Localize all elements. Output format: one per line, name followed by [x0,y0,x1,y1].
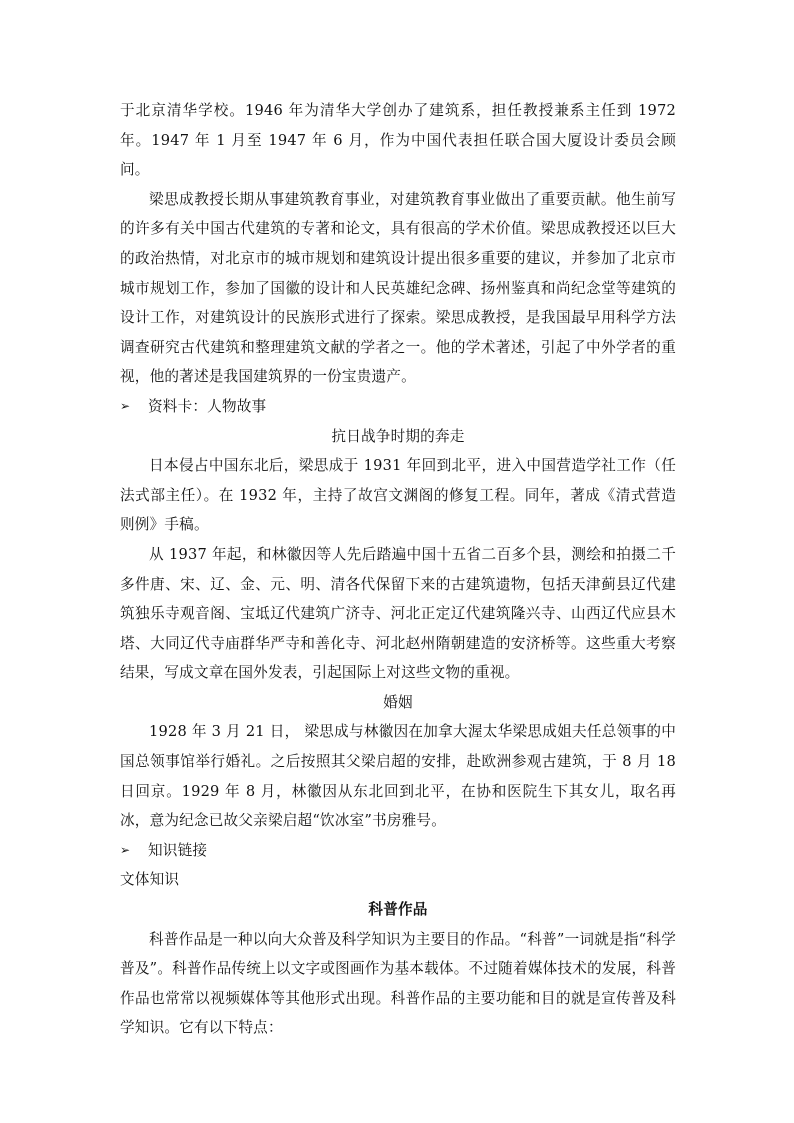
heading-popular-science: 科普作品 [368,901,428,919]
section-knowledge-label: 知识链接 [148,841,208,859]
paragraph-marriage: 1928 年 3 月 21 日， 梁思成与林徽因在加拿大渥太华梁思成姐夫任总领事的中国总领事馆举行婚礼。之后按照其父梁启超的安排，赴欧洲参观古建筑，于 8 月 18 日回京。1929 年 8 月，林徽因从东北回到北平，在协和医院生下其女儿，取名再冰，意为纪念已故父亲梁启超“饮冰室”书房雅号。 [120,723,676,830]
paragraph-war-2: 从 1937 年起，和林徽因等人先后踏遍中国十五省二百多个县，测绘和拍摄二千多件唐、宋、辽、金、元、明、清各代保留下来的古建筑遗物，包括天津蓟县辽代建筑独乐寺观音阁、宝坻辽代建筑广济寺、河北正定辽代建筑隆兴寺、山西辽代应县木塔、大同辽代寺庙群华严寺和善化寺、河北赵州隋朝建造的安济桥等。这些重大考察结果，写成文章在国外发表，引起国际上对这些文物的重视。 [120,545,676,682]
genre-label: 文体知识 [120,871,180,889]
paragraph-war-1: 日本侵占中国东北后，梁思成于 1931 年回到北平，进入中国营造学社工作（任法式部主任）。在 1932 年，主持了故宫文渊阁的修复工程。同年，著成《清式营造则例》手稿。 [120,457,676,534]
paragraph-contribution: 梁思成教授长期从事建筑教育事业，对建筑教育事业做出了重要贡献。他生前写的许多有关中国古代建筑的专著和论文，具有很高的学术价值。梁思成教授还以巨大的政治热情，对北京市的城市规划和建筑设计提出很多重要的建议，并参加了北京市城市规划工作，参加了国徽的设计和人民英雄纪念碑、扬州鉴真和尚纪念堂等建筑的设计工作，对建筑设计的民族形式进行了探索。梁思成教授，是我国最早用科学方法调查研究古代建筑和整理建筑文献的学者之一。他的学术著述，引起了中外学者的重视，他的著述是我国建筑界的一份宝贵遗产。 [120,190,676,386]
paragraph-popular-science: 科普作品是一种以向大众普及科学知识为主要目的作品。“科普”一词就是指“科学普及”。科普作品传统上以文字或图画作为基本载体。不过随着媒体技术的发展，科普作品也常常以视频媒体等其他形式出现。科普作品的主要功能和目的就是宣传普及科学知识。它有以下特点： [120,930,676,1037]
arrow-bullet-icon: ➢ [120,842,131,857]
heading-marriage: 婚姻 [383,693,413,711]
heading-war-period: 抗日战争时期的奔走 [331,427,465,445]
section-card-label: 资料卡：人物故事 [148,397,267,415]
arrow-bullet-icon: ➢ [120,398,131,413]
section-knowledge-header [120,836,676,866]
paragraph-intro-end: 于北京清华学校。1946 年为清华大学创办了建筑系，担任教授兼系主任到 1972 年。1947 年 1 月至 1947 年 6 月，作为中国代表担任联合国大厦设计委员会顾问。 [120,102,676,179]
section-card-header [120,392,676,422]
document-page [120,96,676,1043]
